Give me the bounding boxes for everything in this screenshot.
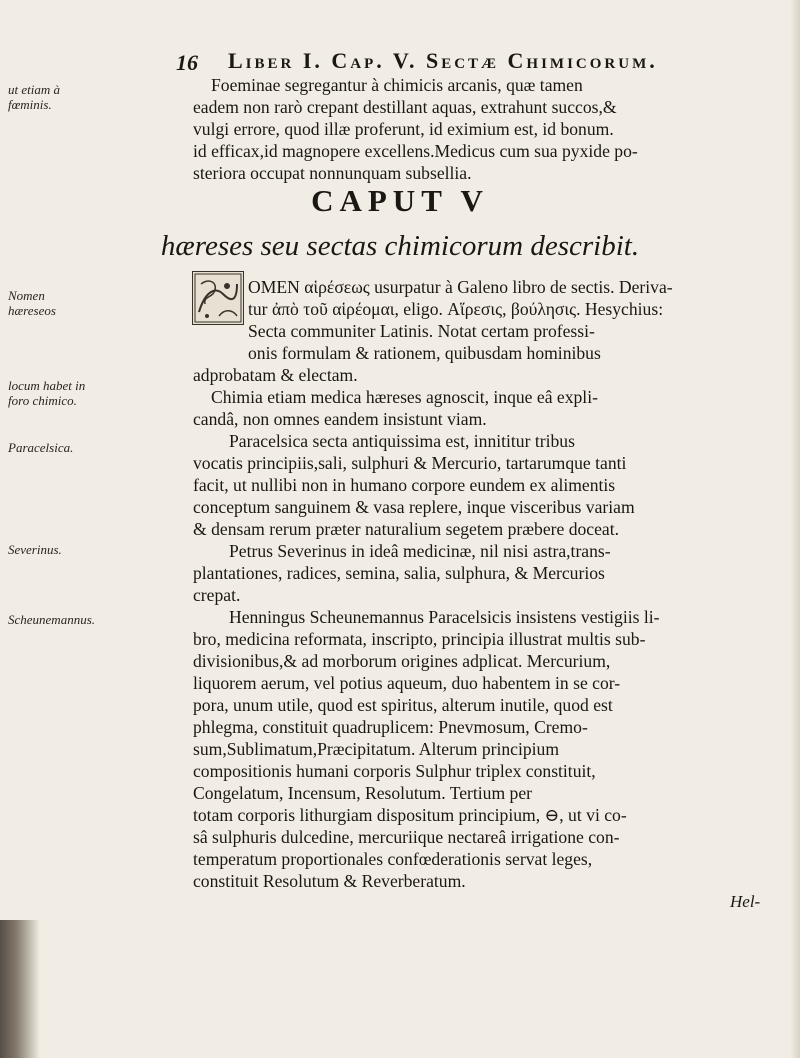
text-line: Foeminae segregantur à chimicis arcanis, quæ tamen bbox=[211, 75, 583, 95]
text-line: adprobatam & electam. bbox=[193, 365, 358, 385]
page-edge-shadow bbox=[790, 0, 800, 1058]
paragraph-feminae bbox=[193, 74, 783, 184]
margin-note-etiam-feminis: ut etiam à fœminis. bbox=[8, 82, 60, 112]
text-line: steriora occupat nonnunquam subsellia. bbox=[193, 163, 472, 183]
text-line: onis formulam & rationem, quibusdam hominibus bbox=[248, 343, 601, 363]
margin-note-locum-habet: locum habet in foro chimico. bbox=[8, 378, 86, 408]
text-line: phlegma, constituit quadruplicem: Pnevmosum, Cremo- bbox=[193, 717, 588, 737]
text-line: id efficax,id magnopere excellens.Medicus cum sua pyxide po- bbox=[193, 141, 638, 161]
running-head: Liber I. Cap. V. Sectæ Chimicorum. bbox=[228, 48, 658, 73]
paragraph-paracelsica bbox=[193, 430, 783, 540]
margin-note-paracelsica: Paracelsica. bbox=[8, 440, 74, 455]
decorated-initial-ornament bbox=[192, 271, 244, 325]
paragraph-chimia bbox=[193, 386, 783, 430]
text-line: Henningus Scheunemannus Paracelsicis insistens vestigiis li- bbox=[229, 607, 660, 627]
text-line: Secta communiter Latinis. Notat certam professi- bbox=[248, 321, 595, 341]
chapter-subtitle: hæreses seu sectas chimicorum describit. bbox=[160, 230, 640, 262]
text-line: pora, unum utile, quod est spiritus, alterum inutile, quod est bbox=[193, 695, 613, 715]
text-line: liquorem aerum, vel potius aqueum, duo habentem in se cor- bbox=[193, 673, 621, 693]
text-line: sum,Sublimatum,Præcipitatum. Alterum principium bbox=[193, 739, 560, 759]
text-line: Congelatum, Incensum, Resolutum. Tertium per bbox=[193, 783, 533, 803]
text-line: candâ, non omnes eandem insistunt viam. bbox=[193, 409, 487, 429]
text-line: compositionis humani corporis Sulphur triplex constituit, bbox=[193, 761, 596, 781]
catchword: Hel- bbox=[730, 892, 761, 911]
text-line: Petrus Severinus in ideâ medicinæ, nil nisi astra,trans- bbox=[229, 541, 611, 561]
paragraph-nomen bbox=[248, 276, 783, 364]
text-line: plantationes, radices, semina, salia, sulphura, & Mercurios bbox=[193, 563, 605, 583]
ornament-icon bbox=[193, 272, 243, 324]
text-line: OMEN αἱρέσεως usurpatur à Galeno libro de sectis. Deriva- bbox=[248, 277, 673, 297]
text-line: crepat. bbox=[193, 585, 241, 605]
text-line: vocatis principiis,sali, sulphuri & Mercurio, tartarumque tanti bbox=[193, 453, 627, 473]
text-line: vulgi errore, quod illæ proferunt, id eximium est, id bonum. bbox=[193, 119, 614, 139]
text-line: conceptum sanguinem & vasa replere, inque visceribus variam bbox=[193, 497, 635, 517]
page-number: 16 bbox=[176, 50, 198, 75]
margin-note-scheunemannus: Scheunemannus. bbox=[8, 612, 96, 627]
text-line: & densam rerum præter naturalium segetem præbere doceat. bbox=[193, 519, 620, 539]
text-line: totam corporis lithurgiam dispositum principium, ⊖, ut vi co- bbox=[193, 805, 627, 825]
paragraph-severinus bbox=[193, 540, 783, 606]
text-line: Paracelsica secta antiquissima est, innititur tribus bbox=[229, 431, 575, 451]
chapter-heading: CAPUT V bbox=[311, 183, 489, 218]
text-line: temperatum proportionales confœderationis servat leges, bbox=[193, 849, 593, 869]
text-line: tur ἀπὸ τοῦ αἱρέομαι, eligo. Αἵρεσις, βούλησις. Hesychius: bbox=[248, 299, 664, 319]
text-line: constituit Resolutum & Reverberatum. bbox=[193, 871, 466, 891]
margin-note-severinus: Severinus. bbox=[8, 542, 62, 557]
margin-note-nomen-haereseos: Nomen hæreseos bbox=[8, 288, 56, 318]
paragraph-nomen-end bbox=[193, 364, 783, 386]
text-line: sâ sulphuris dulcedine, mercuriique nectareâ irrigatione con- bbox=[193, 827, 620, 847]
text-line: divisionibus,& ad morborum origines adplicat. Mercurium, bbox=[193, 651, 611, 671]
paragraph-scheunemannus bbox=[193, 606, 783, 892]
text-line: facit, ut nullibi non in humano corpore eundem ex alimentis bbox=[193, 475, 616, 495]
text-line: Chimia etiam medica hæreses agnoscit, inque eâ expli- bbox=[211, 387, 598, 407]
page-edge-stain bbox=[0, 920, 40, 1058]
text-line: eadem non rarò crepant destillant aquas, extrahunt succos,& bbox=[193, 97, 617, 117]
text-line: bro, medicina reformata, inscripto, principia illustrat multis sub- bbox=[193, 629, 646, 649]
